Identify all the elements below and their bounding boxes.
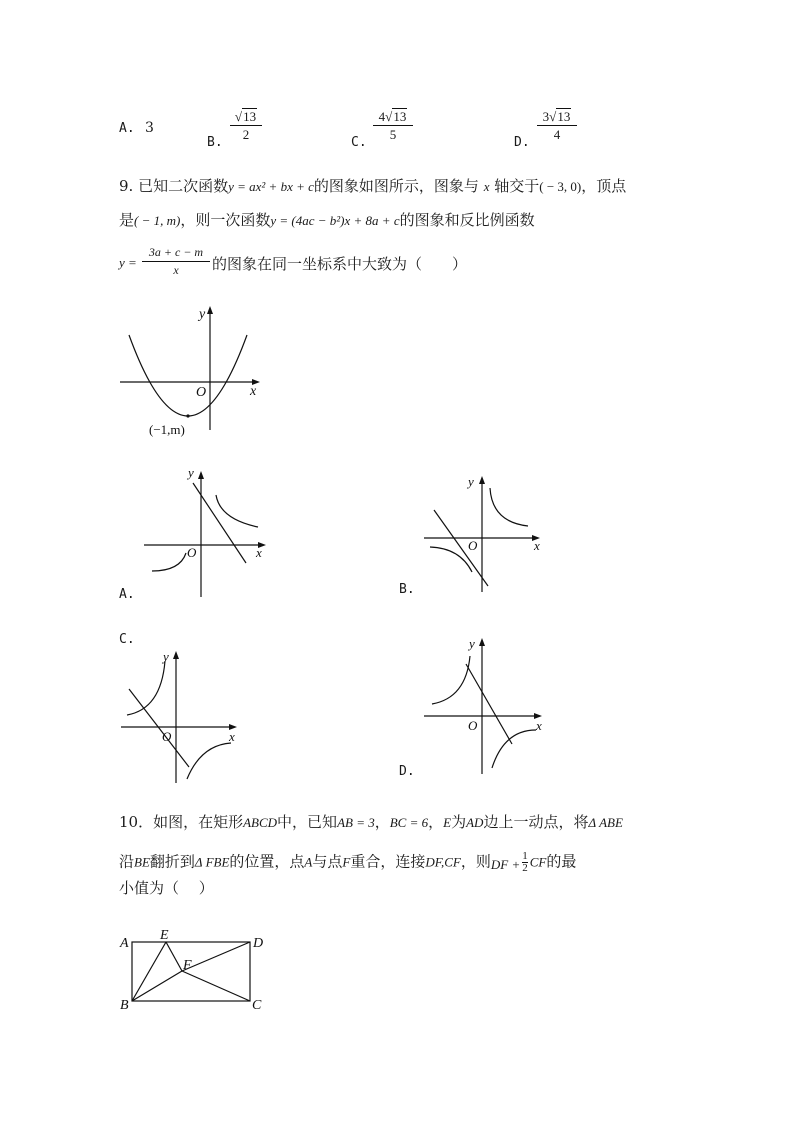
side-ad: AD xyxy=(466,815,484,830)
triangle-abe: Δ ABE xyxy=(588,815,623,830)
numerator: 3a + c − m xyxy=(148,245,204,259)
q10-line-3: 小值为（ ） xyxy=(119,879,214,897)
origin-label: O xyxy=(196,385,207,400)
y-arrow xyxy=(479,638,485,646)
coefficient: 4 xyxy=(378,109,386,124)
parabola-figure xyxy=(112,300,272,440)
hyperbola-branch-2 xyxy=(152,553,186,571)
expr-cf: CF xyxy=(529,854,547,870)
option-letter: A. xyxy=(119,121,135,136)
denominator: 2 xyxy=(242,127,250,142)
q10-stem: 沿 xyxy=(119,852,135,871)
rectangle-figure xyxy=(112,925,277,1015)
q10-stem: 重合，连接 xyxy=(350,852,426,871)
y-label: y xyxy=(468,474,474,489)
linear-formula: y = (4ac − b²)x + 8a + c xyxy=(270,213,400,228)
q10-stem: ， xyxy=(374,813,390,831)
x-label: x xyxy=(229,729,235,744)
sqrt-fraction: 4√13 5 xyxy=(373,109,413,142)
y-arrow xyxy=(207,306,213,314)
sqrt-fraction: √13 2 xyxy=(230,109,262,142)
x-label: x xyxy=(536,718,542,733)
bc-length: BC = 6 xyxy=(389,815,429,830)
q9-stem: ，顶点 xyxy=(581,177,627,195)
parabola-curve xyxy=(129,335,247,416)
triangle-fbe: Δ FBE xyxy=(194,854,230,870)
radicand: 13 xyxy=(393,109,407,124)
option-c-label: C. xyxy=(119,632,135,647)
quadratic-formula: y = ax² + bx + c xyxy=(228,179,314,194)
q10-stem: 翻折到 xyxy=(149,852,195,871)
option-b-label: B. xyxy=(399,582,415,597)
denominator: x xyxy=(173,263,179,277)
option-d-graph xyxy=(420,632,550,777)
segment-ef xyxy=(166,942,182,971)
option-a-graph xyxy=(138,465,278,600)
segments-df-cf: DF,CF xyxy=(425,854,461,870)
option-c-graph xyxy=(115,645,255,785)
option-value: 3 xyxy=(145,120,154,136)
point-f: F xyxy=(342,854,351,870)
y-arrow xyxy=(479,476,485,484)
vertex-point: ( − 1, m) xyxy=(134,213,181,228)
y-label: y xyxy=(199,307,206,322)
q10-stem: 中，已知 xyxy=(277,813,338,831)
intercept-point: ( − 3, 0) xyxy=(539,179,582,194)
vertex-dot xyxy=(186,414,189,417)
label-b: B xyxy=(120,998,129,1013)
option-a-label: A. xyxy=(119,587,135,602)
label-d: D xyxy=(253,936,264,951)
denominator: 5 xyxy=(389,127,397,142)
inverse-fraction xyxy=(142,245,210,278)
x-label: x xyxy=(250,384,257,399)
q10-line-2 xyxy=(119,851,576,875)
radicand: 13 xyxy=(557,109,571,124)
origin-label: O xyxy=(162,729,172,744)
q10-stem: 的位置，点 xyxy=(229,852,305,871)
q9-stem: ，则一次函数 xyxy=(180,211,271,229)
option-letter: B. xyxy=(207,135,223,150)
hyperbola-branch-2 xyxy=(430,547,472,572)
q9-stem: 9. 已知二次函数 xyxy=(119,177,229,195)
coefficient: 3 xyxy=(542,109,550,124)
q9-stem: 的图象和反比例函数 xyxy=(399,211,535,229)
option-b-graph xyxy=(420,470,550,595)
label-e: E xyxy=(160,928,169,943)
ab-length: AB = 3 xyxy=(337,815,375,830)
segment-cf xyxy=(182,971,250,1001)
q10-stem: 为 xyxy=(451,813,467,831)
segment-df xyxy=(182,942,250,971)
label-a: A xyxy=(120,936,129,951)
origin-label: O xyxy=(468,718,478,733)
hyperbola-branch-1 xyxy=(490,488,528,526)
expr-df: DF + xyxy=(490,856,521,872)
numerator: 1 xyxy=(522,850,528,862)
label-c: C xyxy=(252,998,262,1013)
hyperbola-branch-1 xyxy=(127,661,165,715)
q10-stem: ，则 xyxy=(460,852,491,871)
point-a: A xyxy=(304,854,313,870)
q10-stem: 与点 xyxy=(312,852,343,871)
q9-line-1 xyxy=(119,176,626,197)
q9-stem: 是 xyxy=(119,211,135,229)
hyperbola-branch-2 xyxy=(492,730,536,768)
q9-stem: 轴交于 xyxy=(494,177,540,195)
q10-line-1 xyxy=(119,812,623,833)
denominator: 4 xyxy=(553,127,561,142)
y-arrow xyxy=(173,651,179,659)
hyperbola-branch-1 xyxy=(432,656,470,704)
y-arrow xyxy=(198,471,204,479)
segment-be: BE xyxy=(134,854,150,870)
segment-bf xyxy=(132,971,182,1001)
denominator: 2 xyxy=(522,862,528,874)
vertex-label: (−1,m) xyxy=(149,422,185,437)
hyperbola-branch-2 xyxy=(187,743,231,779)
q10-stem: 10．如图，在矩形 xyxy=(119,813,244,831)
q10-stem: 的最 xyxy=(546,852,577,871)
hyperbola-branch-1 xyxy=(216,495,258,527)
x-label: x xyxy=(534,538,540,553)
q9-stem: 的图象如图所示，图象与 xyxy=(313,177,479,195)
y-label: y xyxy=(163,649,169,664)
segment-be xyxy=(132,942,166,1001)
rect-name: ABCD xyxy=(243,815,278,830)
label-f: F xyxy=(183,958,192,973)
y-label: y xyxy=(469,636,475,651)
half-fraction xyxy=(522,851,528,874)
linear-line xyxy=(129,689,189,767)
sqrt-fraction: 3√13 4 xyxy=(537,109,577,142)
origin-label: O xyxy=(187,545,197,560)
x-label: x xyxy=(256,545,262,560)
q10-stem: ， xyxy=(428,813,444,831)
option-letter: D. xyxy=(514,135,530,150)
y-label: y xyxy=(188,465,194,480)
origin-label: O xyxy=(468,538,478,553)
x-var: x xyxy=(483,179,490,194)
option-d-label: D. xyxy=(399,764,415,779)
q9-line-2 xyxy=(119,210,535,231)
q9-stem: 的图象在同一坐标系中大致为（ ） xyxy=(212,255,468,273)
radicand: 13 xyxy=(243,109,257,124)
point-e: E xyxy=(443,815,452,830)
q10-stem: 边上一动点，将 xyxy=(483,813,589,831)
inverse-lhs: y = xyxy=(119,255,137,270)
option-letter: C. xyxy=(351,135,367,150)
